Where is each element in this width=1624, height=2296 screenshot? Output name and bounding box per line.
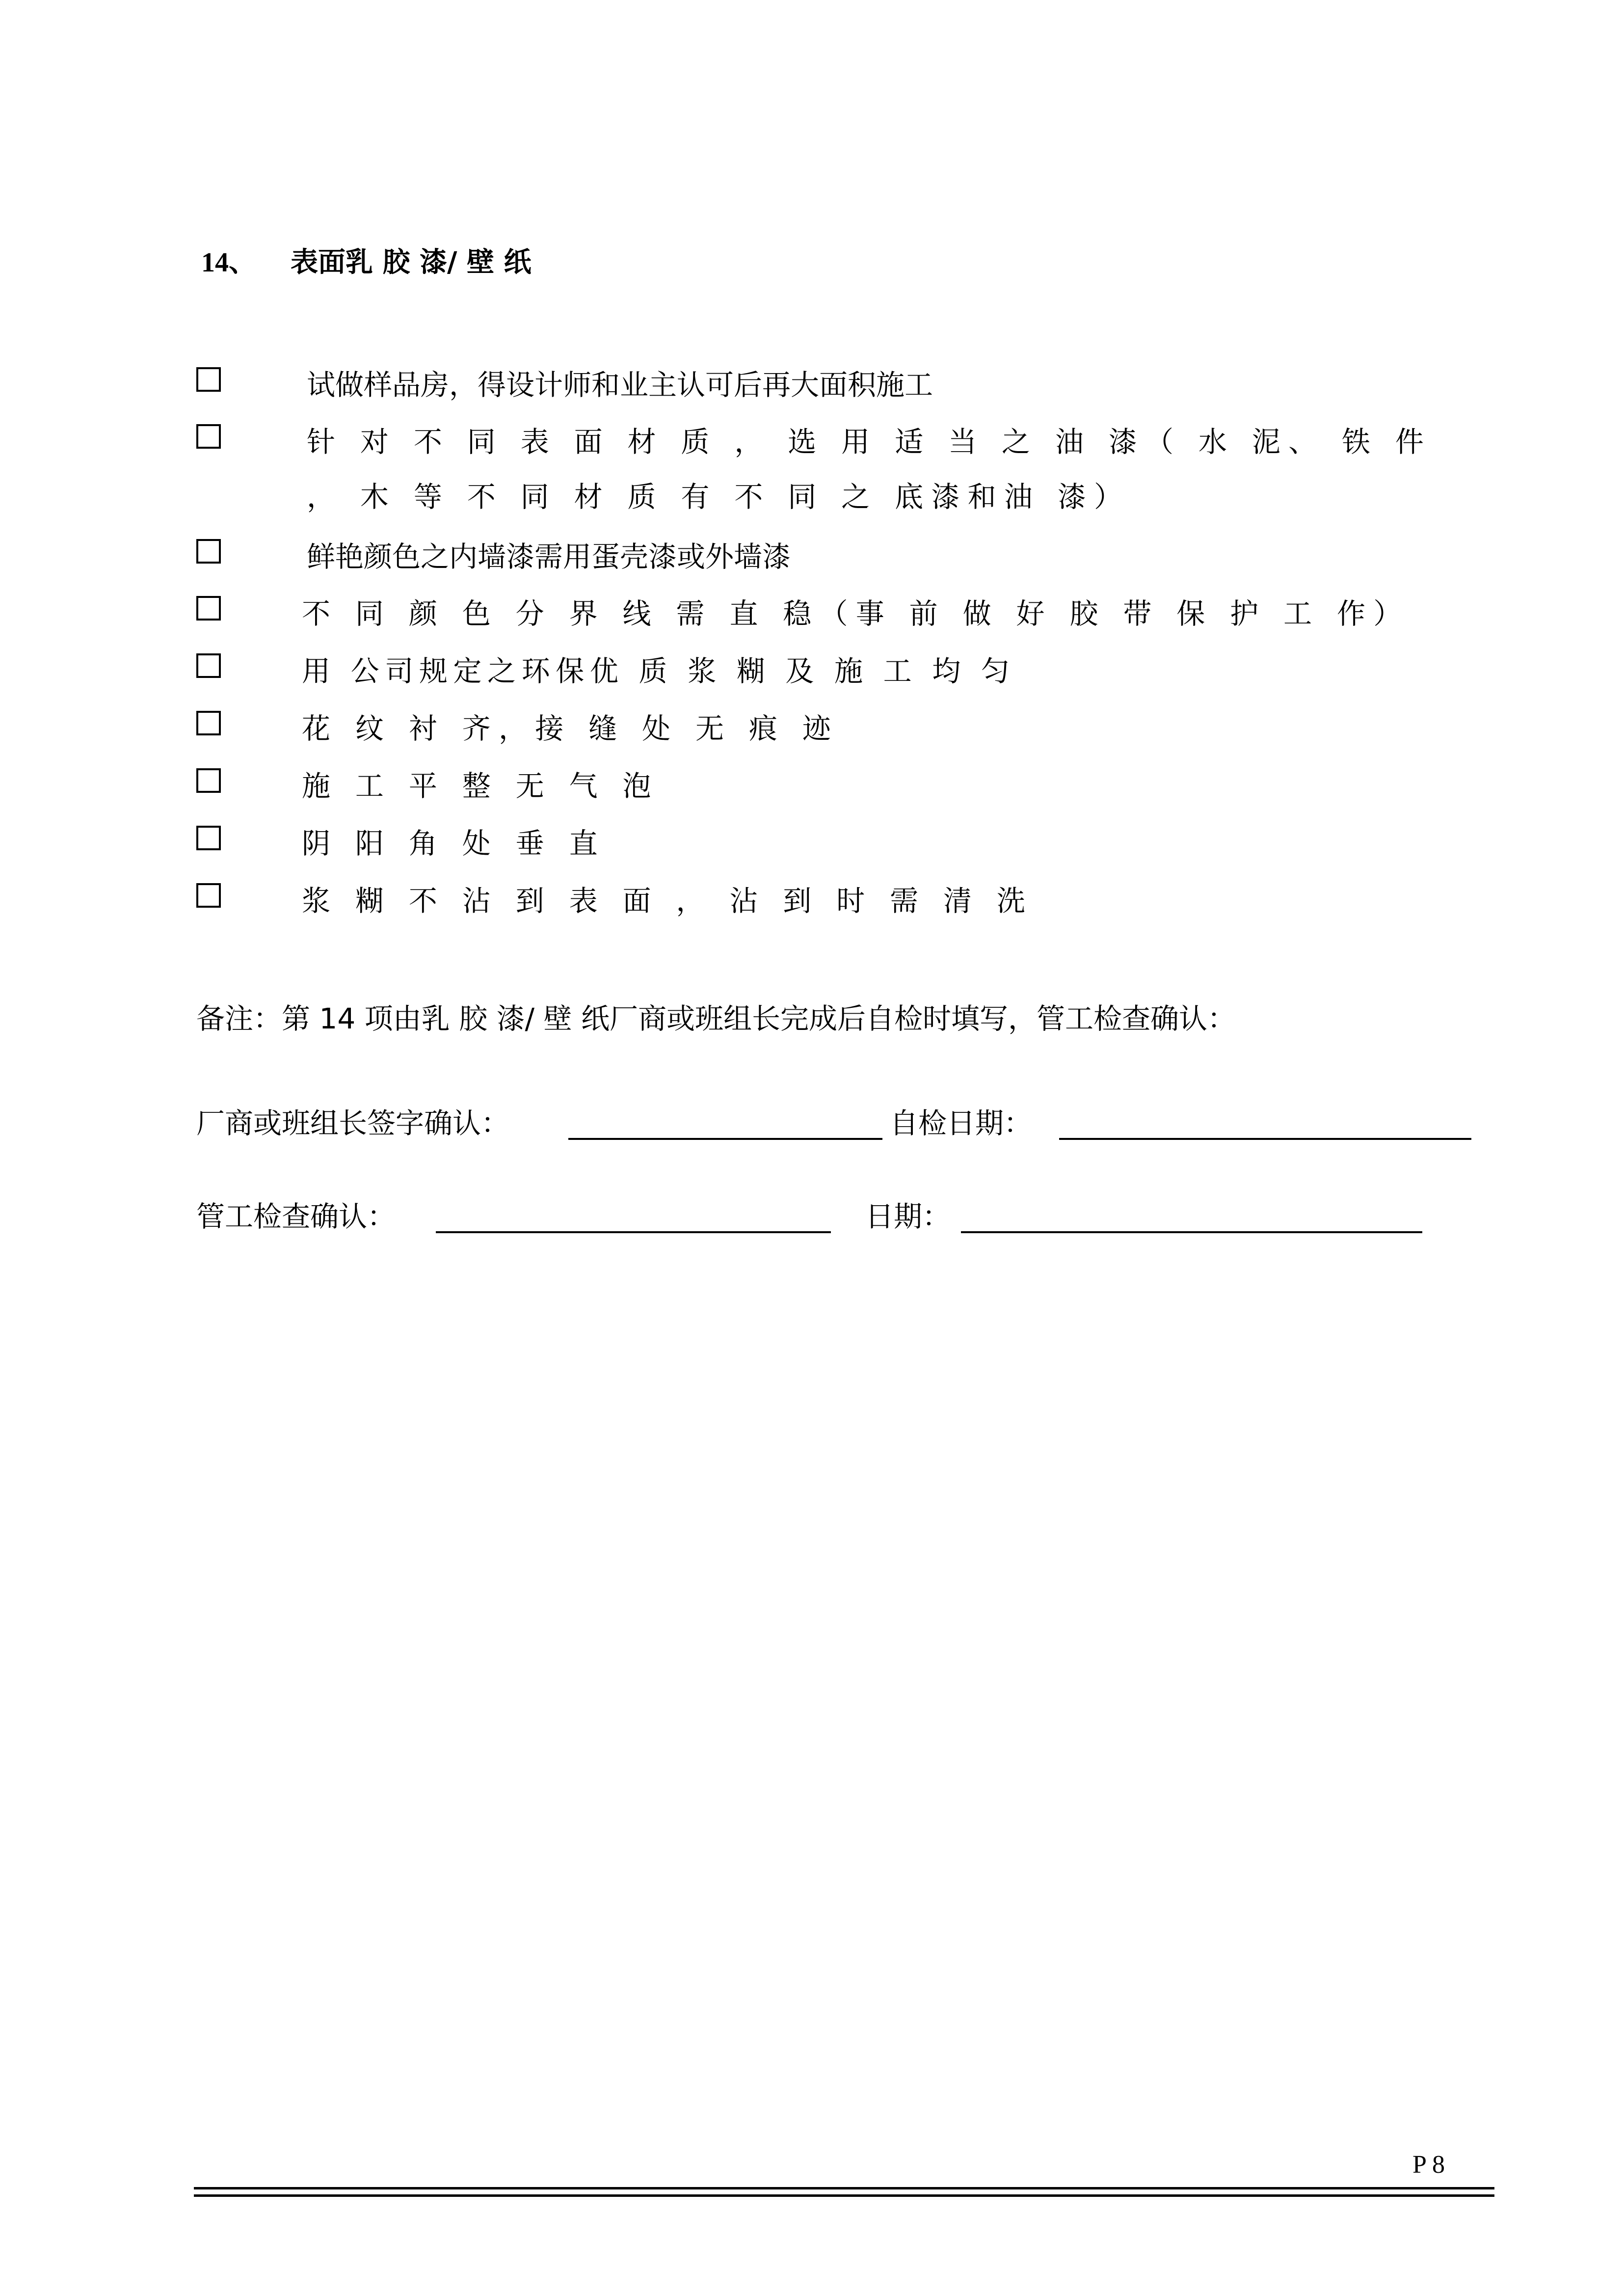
footer-rule [194,2187,1494,2189]
self-check-date-label: 自检日期： [890,1107,1033,1140]
checklist-item[interactable] [196,586,1470,641]
checklist-item-text: 阴 阳 角 处 垂 直 [302,827,606,860]
self-check-date-field[interactable] [1059,1138,1471,1140]
checklist-item-text: 花 纹 衬 齐，接 缝 处 无 痕 迹 [302,712,839,745]
section-number: 14、 [201,247,256,278]
section-heading [201,243,531,282]
checklist-item[interactable] [196,873,1470,928]
checklist-item[interactable] [196,414,1475,524]
checkbox[interactable] [196,367,221,392]
checklist-item-text: 施 工 平 整 无 气 泡 [302,769,659,803]
page-number: P 8 [1412,2151,1445,2179]
checklist-item[interactable] [196,701,1470,756]
section-title: 表面乳 胶 漆/ 壁 纸 [291,246,532,278]
checklist-item-text: 鲜艳颜色之内墙漆需用蛋壳漆或外墙漆 [307,540,791,573]
checkbox[interactable] [196,826,221,850]
manager-check-label: 管工检查确认： [196,1200,396,1233]
date-label: 日期： [865,1200,951,1233]
checkbox[interactable] [196,883,221,908]
checklist-item-text: 针 对 不 同 表 面 材 质 ， 选 用 适 当 之 油 漆（ 水 泥、 铁 件 ， 木 等 不 同 材 质 有 不 同 之 底漆和油 漆） [307,425,1449,513]
checklist-item-text: 不 同 颜 色 分 界 线 需 直 稳（事 前 做 好 胶 带 保 护 工 作） [302,597,1410,630]
date-field[interactable] [961,1231,1422,1233]
manager-check-field[interactable] [436,1231,831,1233]
checklist-item-text: 浆 糊 不 沾 到 表 面 ， 沾 到 时 需 清 洗 [302,884,1034,918]
checklist-item[interactable] [196,529,1475,584]
checklist-item[interactable] [196,357,1475,412]
vendor-signature-label: 厂商或班组长签字确认： [196,1107,510,1140]
vendor-signature-field[interactable] [568,1138,882,1140]
checklist-item-text: 试做样品房，得设计师和业主认可后再大面积施工 [307,368,933,402]
checkbox[interactable] [196,711,221,735]
checkbox[interactable] [196,424,221,449]
checkbox[interactable] [196,539,221,564]
checkbox[interactable] [196,768,221,793]
checklist-item[interactable] [196,758,1470,813]
checkbox[interactable] [196,653,221,678]
checklist-item[interactable] [196,816,1470,871]
checklist-item-text: 用 公司规定之环保优 质 浆 糊 及 施 工 均 匀 [302,654,1015,688]
checkbox[interactable] [196,596,221,621]
footer-rule [194,2194,1494,2197]
remarks-note: 备注：第 14 项由乳 胶 漆/ 壁 纸厂商或班组长完成后自检时填写，管工检查确认： [196,1002,1236,1035]
checklist-item[interactable] [196,644,1470,699]
